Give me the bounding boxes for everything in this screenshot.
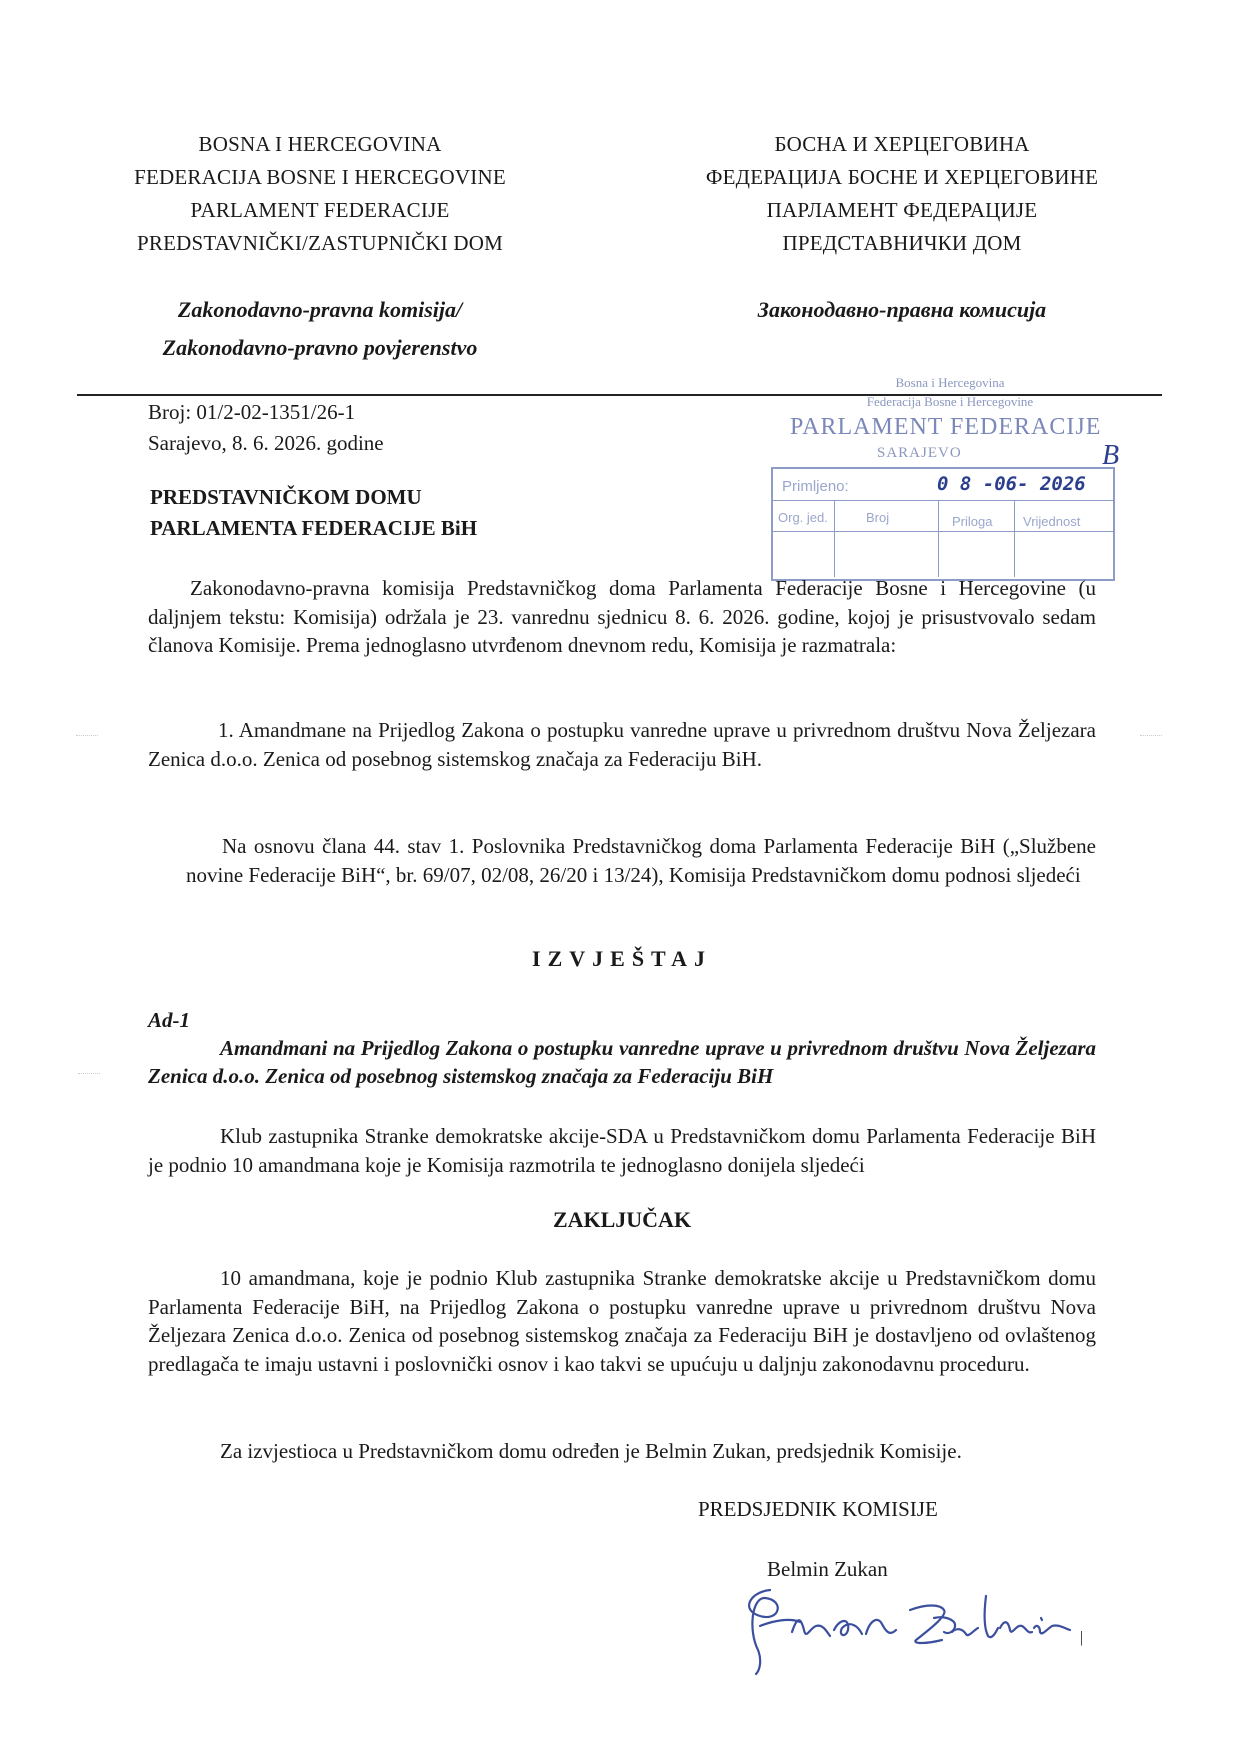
addressee xyxy=(150,482,477,544)
stamp-col-divider-1 xyxy=(834,501,835,577)
stamp-col-divider-3 xyxy=(1014,501,1015,577)
stamp-col-attachments: Priloga xyxy=(952,514,993,529)
header-right xyxy=(660,128,1144,260)
stamp-col-number: Broj xyxy=(866,510,890,525)
stamp-handwritten-mark: B xyxy=(1102,440,1120,471)
stamp-org-line-2: Federacija Bosne i Hercegovine xyxy=(866,394,1034,409)
header-left-line-4: PREDSTAVNIČKI/ZASTUPNIČKI DOM xyxy=(136,231,503,255)
stamp-col-divider-2 xyxy=(938,501,939,577)
header-right-line-2: ФЕДЕРАЦИЈА БОСНЕ И ХЕРЦЕГОВИНЕ xyxy=(705,165,1099,189)
document-meta xyxy=(148,398,384,457)
intro-paragraph: Zakonodavno-pravna komisija Predstavničkog doma Parlamenta Federacije Bosne i Hercegovine (u daljnjem tekstu: Komisija) održala je 23. vanrednu sjednicu 8. 6. 2026. godine, kojoj je prisustvovalo sedam članova Komisije. Prema jednoglasno utvrđenom dnevnom redu, Komisija je razmatrala: xyxy=(148,576,1096,657)
document-place-date: Sarajevo, 8. 6. 2026. godine xyxy=(148,431,384,455)
header-left-line-1: BOSNA I HERCEGOVINA xyxy=(198,132,442,156)
scan-mark xyxy=(76,735,98,736)
commission-right-line: Законодавно-правна комисија xyxy=(757,297,1047,322)
commission-left xyxy=(100,291,540,367)
signature-title: PREDSJEDNIK KOMISIJE xyxy=(698,1497,938,1521)
stamp-col-org: Org. jed. xyxy=(778,510,828,525)
stamp-org-line-1: Bosna i Hercegovina xyxy=(895,375,1005,390)
stamp-received-label: Primljeno: xyxy=(782,478,849,495)
ad-label: Ad-1 xyxy=(148,1008,190,1032)
stamp-received-date: 0 8 -06- 2026 xyxy=(937,473,1086,495)
commission-right xyxy=(690,291,1114,329)
stamp-row-divider-2 xyxy=(771,531,1113,532)
report-title: IZVJEŠTAJ xyxy=(532,946,712,971)
addressee-line-1: PREDSTAVNIČKOM DOMU xyxy=(150,485,422,509)
document-number: Broj: 01/2-02-1351/26-1 xyxy=(148,400,356,424)
stamp-col-value: Vrijednost xyxy=(1023,514,1081,529)
commission-left-line-2: Zakonodavno-pravno povjerenstvo xyxy=(162,335,478,360)
stamp-name: PARLAMENT FEDERACIJE xyxy=(790,414,1102,440)
ad-title: Amandmani na Prijedlog Zakona o postupku vanredne uprave u privrednom društvu Nova Željezara Zenica d.o.o. Zenica od posebnog sistemskog značaja za Federaciju BiH xyxy=(148,1036,1096,1088)
legal-basis-paragraph: Na osnovu člana 44. stav 1. Poslovnika Predstavničkog doma Parlamenta Federacije BiH („Službene novine Federacije BiH“, br. 69/07, 02/08, 26/20 i 13/24), Komisija Predstavničkom domu podnosi sljedeći xyxy=(186,834,1096,887)
header-right-line-1: БОСНА И ХЕРЦЕГОВИНА xyxy=(774,132,1030,156)
signature-name: Belmin Zukan xyxy=(767,1557,888,1581)
scan-mark xyxy=(78,1073,100,1074)
scan-mark xyxy=(1140,735,1162,736)
header-right-line-3: ПАРЛАМЕНТ ФЕДЕРАЦИЈЕ xyxy=(766,198,1038,222)
header-right-line-4: ПРЕДСТАВНИЧКИ ДОМ xyxy=(782,231,1022,255)
header-left-line-2: FEDERACIJA BOSNE I HERCEGOVINE xyxy=(134,165,506,189)
header-left xyxy=(78,128,562,260)
svg-text:|: | xyxy=(1080,1629,1084,1646)
club-paragraph: Klub zastupnika Stranke demokratske akcije-SDA u Predstavničkom domu Parlamenta Federacije BiH je podnio 10 amandmana koje je Komisija razmotrila te jednoglasno donijela sljedeći xyxy=(148,1124,1096,1177)
stamp-city: SARAJEVO xyxy=(877,445,962,461)
addressee-line-2: PARLAMENTA FEDERACIJE BiH xyxy=(150,516,478,540)
stamp-row-divider-1 xyxy=(771,500,1113,501)
agenda-item-1: 1. Amandmane na Prijedlog Zakona o postupku vanredne uprave u privrednom društvu Nova Željezara Zenica d.o.o. Zenica od posebnog sistemskog značaja za Federaciju BiH. xyxy=(148,718,1096,771)
header-left-line-3: PARLAMENT FEDERACIJE xyxy=(190,198,450,222)
conclusion-paragraph: 10 amandmana, koje je podnio Klub zastupnika Stranke demokratske akcije u Predstavničkom domu Parlamenta Federacije BiH, na Prijedlog Zakona o postupku vanredne uprave u privrednom društvu Nova Željezara Zenica d.o.o. Zenica od posebnog sistemskog značaja za Federaciju BiH je dostavljeno od ovlaštenog predlagača te imaju ustavni i poslovnički osnov i kao takvi se upućuju u daljnju zakonodavnu proceduru. xyxy=(148,1266,1096,1376)
conclusion-title: ZAKLJUČAK xyxy=(552,1207,692,1232)
handwritten-signature xyxy=(730,1570,1090,1680)
rapporteur-paragraph: Za izvjestioca u Predstavničkom domu određen je Belmin Zukan, predsjednik Komisije. xyxy=(220,1439,962,1463)
commission-left-line-1: Zakonodavno-pravna komisija/ xyxy=(177,297,463,322)
